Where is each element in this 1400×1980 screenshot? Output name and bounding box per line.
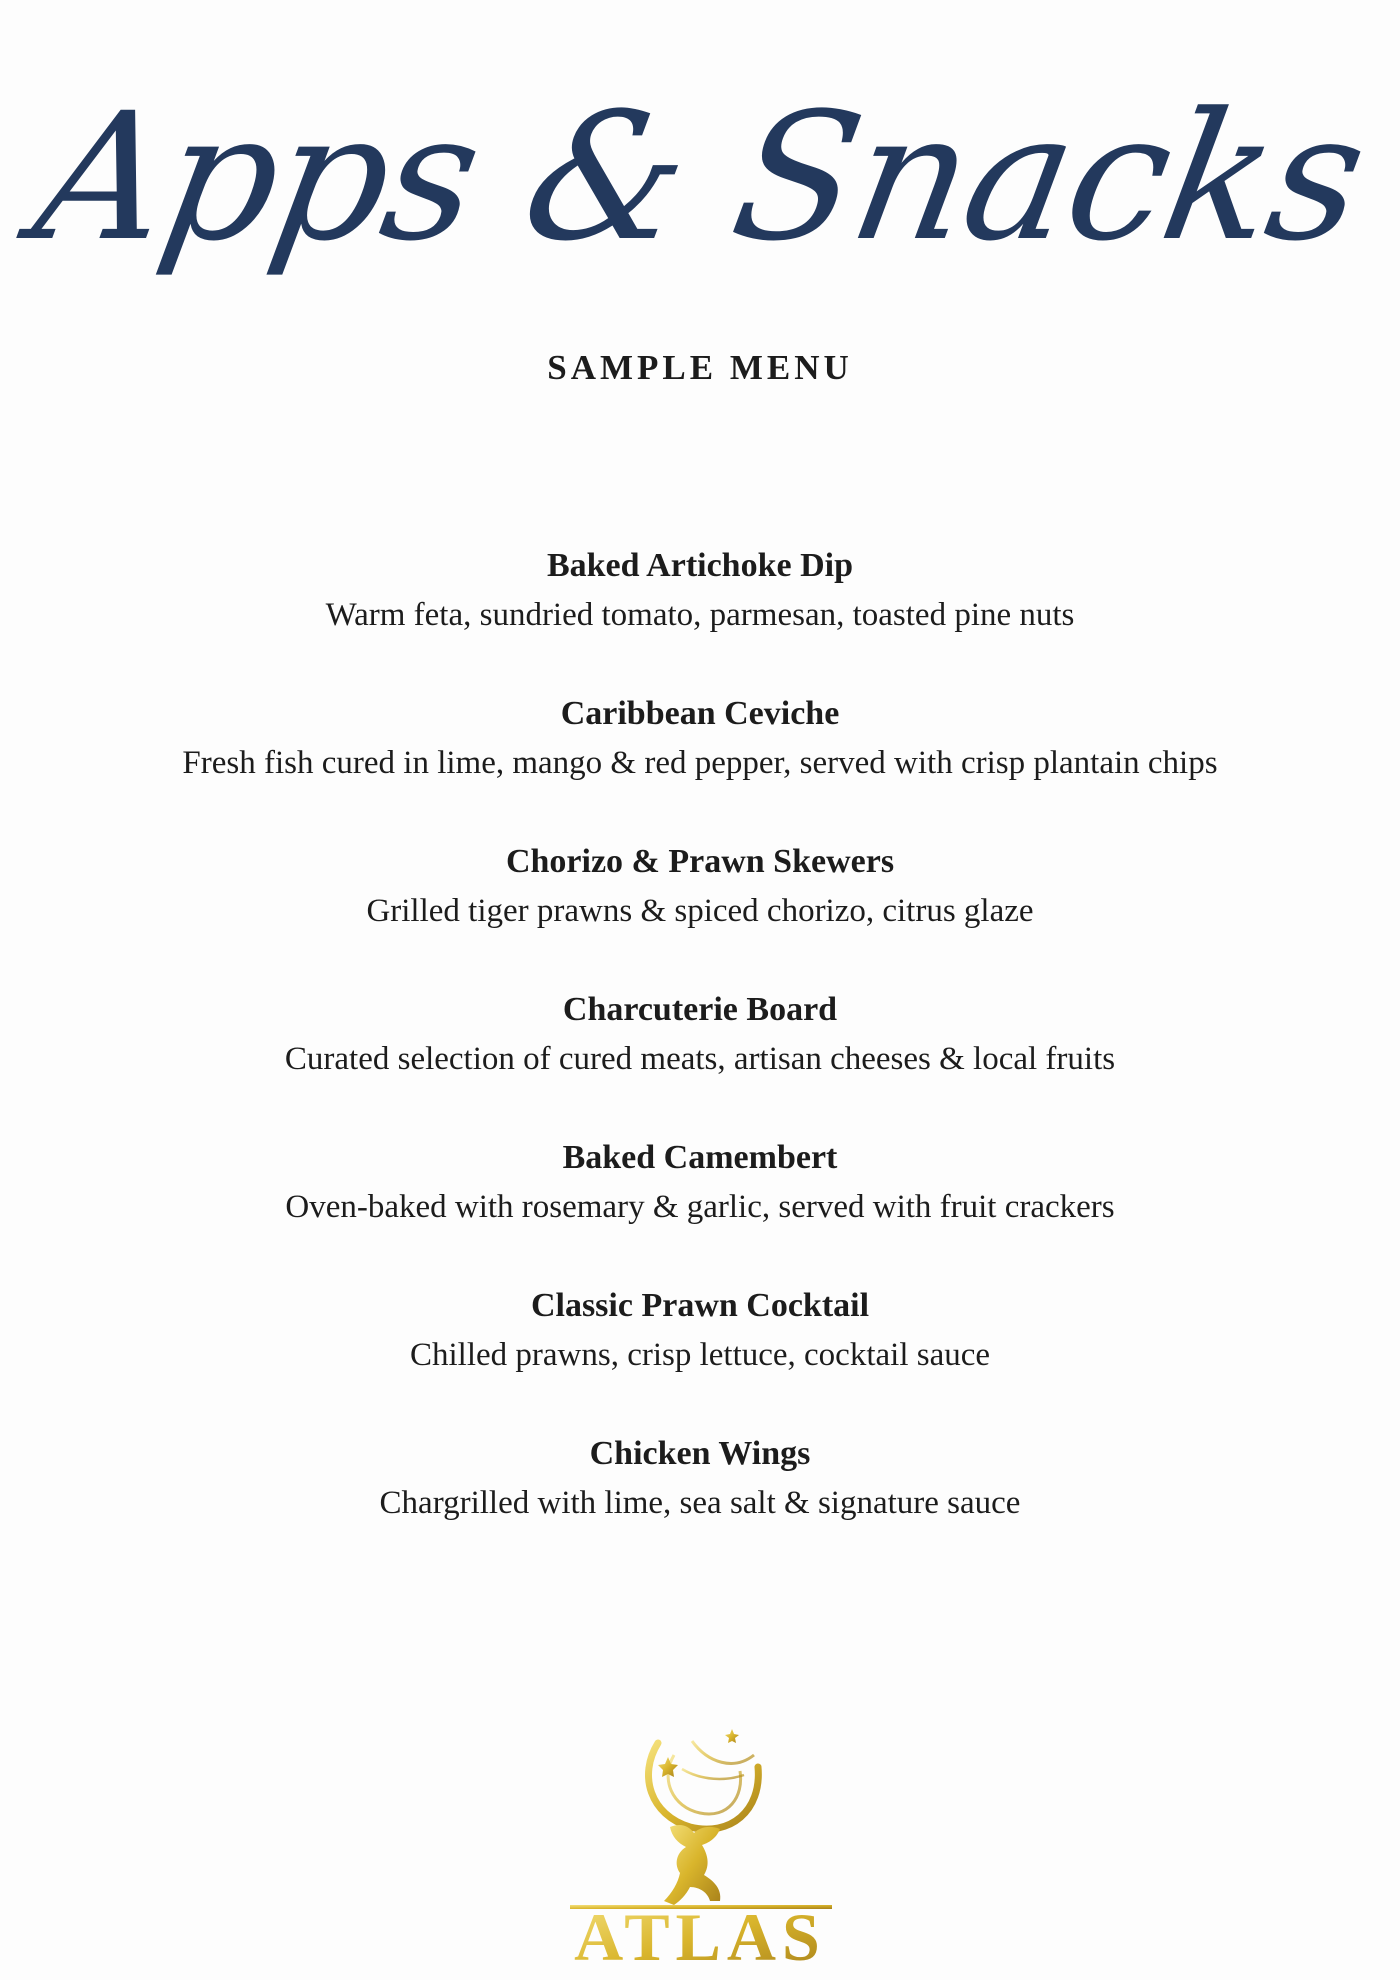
menu-item-description: Curated selection of cured meats, artisan cheeses & local fruits (284, 1041, 1116, 1077)
menu-item (0, 836, 1400, 984)
menu-item-name: Baked Artichoke Dip (546, 547, 854, 584)
menu-item (0, 688, 1400, 836)
atlas-logo (540, 1715, 860, 1965)
menu-item (0, 1428, 1400, 1576)
menu-item-description: Chilled prawns, crisp lettuce, cocktail sauce (409, 1337, 991, 1373)
page-subtitle: SAMPLE MENU (547, 348, 853, 387)
logo-wordmark: ATLAS (574, 1899, 826, 1965)
menu-item (0, 1280, 1400, 1428)
menu-item-name: Chorizo & Prawn Skewers (505, 843, 895, 880)
menu-item-description: Oven-baked with rosemary & garlic, served with fruit crackers (285, 1189, 1115, 1225)
menu-item-description: Chargrilled with lime, sea salt & signature sauce (379, 1485, 1021, 1521)
menu-item (0, 984, 1400, 1132)
menu-item-description: Fresh fish cured in lime, mango & red pepper, served with crisp plantain chips (182, 745, 1218, 781)
menu-item-description: Warm feta, sundried tomato, parmesan, toasted pine nuts (325, 597, 1075, 633)
menu-item-name: Charcuterie Board (562, 991, 838, 1028)
menu-item-description: Grilled tiger prawns & spiced chorizo, citrus glaze (366, 893, 1034, 929)
menu-item (0, 540, 1400, 688)
atlas-globe-figure-icon (540, 1715, 860, 1965)
menu-item (0, 1132, 1400, 1280)
page-title: Apps & Snacks (22, 75, 1379, 280)
menu-item-name: Caribbean Ceviche (560, 695, 840, 732)
menu-list (0, 540, 1400, 1576)
menu-item-name: Classic Prawn Cocktail (530, 1287, 870, 1324)
menu-item-name: Chicken Wings (589, 1435, 811, 1472)
menu-item-name: Baked Camembert (562, 1139, 838, 1176)
